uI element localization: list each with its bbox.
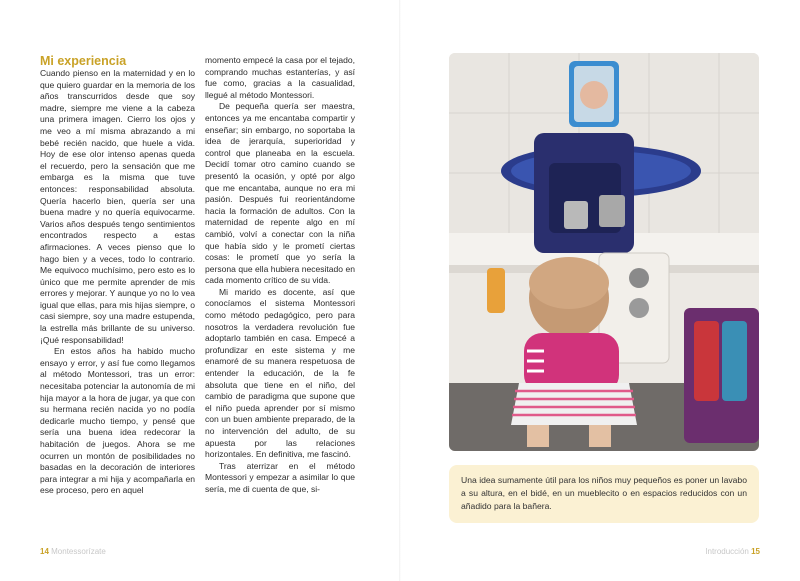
- section-heading: Mi experiencia: [40, 54, 127, 68]
- page-gutter: [399, 0, 401, 581]
- paragraph: De pequeña quería ser maestra, entonces ya me encantaba compartir y enseñar; sin embargo, no soportaba la idea de jerarquía, superioridad y control que planeaba en la escuela. Decidí tomar otro camino cuando se presentó la ocasión, y opté por algo que me encantaba, aunque no era mi pasión. Después fui reorientándome hacia la formación de adultos. Con la maternidad de repente algo en mí cambió, volví a conectar con la niña que había sido y le prometí ciertas cosas: le prometí que yo sería la persona que ella hubiera necesitado en cada momento crítico de su vida.: [205, 101, 355, 286]
- photo-illustration: [449, 53, 759, 451]
- photo-child-at-sink: [449, 53, 759, 451]
- paragraph: En estos años ha habido mucho ensayo y error, y así fue como llegamos al método Montessori, tras un error: necesitaba potenciar la autonomía de mi hija mayor a la hora de jugar, ya que con su hermana recién nacida yo no podía dedicarle mucho tiempo, y pensé que sería una buena idea redecorar la habitación de juegos. Ahora se me ocurren un montón de posibilidades no basadas en la decoración de interiores para integrar a mi hija y acompañarla en ese proceso, pero en aquel: [40, 346, 195, 496]
- photo-caption: Una idea sumamente útil para los niños muy pequeños es poner un lavabo a su altura, en el bidé, en un mueblecito o en espacios reducidos con un añadido para la bañera.: [461, 475, 747, 511]
- folio-right: [705, 547, 760, 556]
- page-number: 14: [40, 547, 49, 556]
- book-title: Montessorízate: [51, 547, 106, 556]
- caption-box: [449, 465, 759, 523]
- paragraph: Tras aterrizar en el método Montessori y empezar a asimilar lo que sería, me di cuenta de que, si-: [205, 460, 355, 494]
- page-number: 15: [751, 547, 760, 556]
- text-column-1: [40, 68, 195, 497]
- paragraph: momento empecé la casa por el tejado, comprando muchas estanterías, y así fue como, gracias a la casualidad, llegué al método Montessori.: [205, 55, 355, 100]
- paragraph: Mi marido es docente, así que conocíamos el sistema Montessori como método pedagógico, pero para nosotros la verdadera revolución fue adoptarlo también en casa. Empecé a profundizar en este sistema y me enamoré de su manera respetuosa de entender la educación, de la fe absoluta que tiene en el niño, del cambio de paradigma que supone que el niño pueda aprender por sí mismo con un buen ambiente preparado, de la no intervención del adulto, de su apuesta por las relaciones horizontales. En definitiva, me fascinó.: [205, 286, 355, 460]
- paragraph: Cuando pienso en la maternidad y en lo que quiero guardar en la memoria de los años transcurridos desde que soy madre, siempre me viene a la cabeza una primera imagen. Cierro los ojos y me veo a mí misma abrazando a mi bebé recién nacido, que huele a vida. Hoy de ese olor intenso apenas queda el recuerdo, pero la sensación que me embarga es la misma que tuve entonces: responsabilidad absoluta. Quería hacerlo bien, quería ser una buena madre y no quería equivocarme. Varios años después tengo sentimientos encontrados respecto a estas afirmaciones. A veces pienso que lo hago bien y a veces, todo lo contrario. Me equivoco muchísimo, pero esto es lo único que me permite aprender de mis errores y mejorar. Y aunque yo no lo vea igual que ellas, para mis hijas siempre, o casi siempre, soy una madre estupenda, la estrella más brillante de su universo. ¡Qué responsabilidad!: [40, 68, 195, 345]
- text-column-2: [205, 55, 355, 496]
- chapter-title: Introducción: [705, 547, 749, 556]
- folio-left: [40, 547, 106, 556]
